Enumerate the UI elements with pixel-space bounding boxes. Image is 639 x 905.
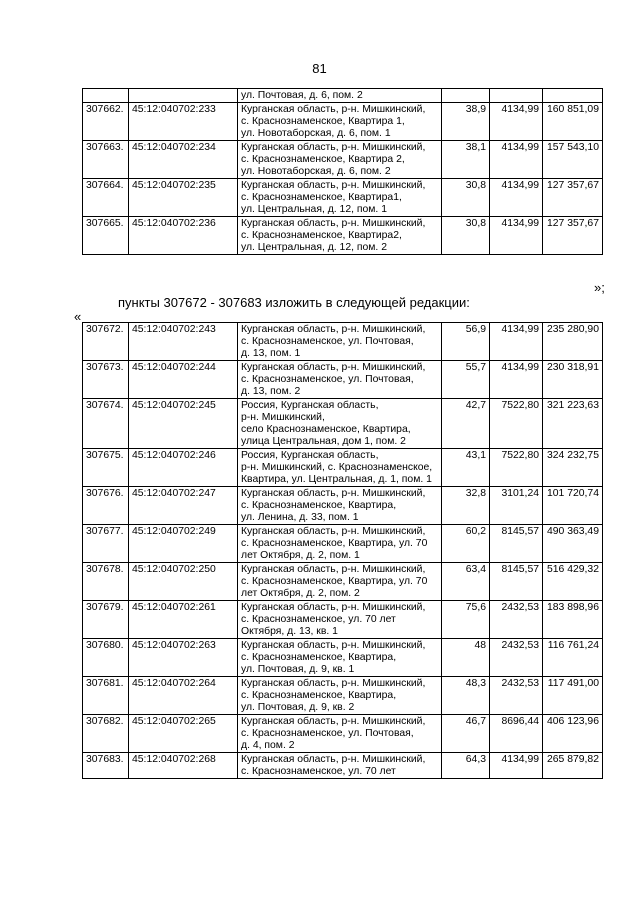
- cadastral-value-cell: 183 898,96: [543, 601, 603, 639]
- area-cell: 56,9: [442, 323, 490, 361]
- address-cell: Россия, Курганская область, р-н. Мишкинский, село Краснознаменское, Квартира, улица Центральная, дом 1, пом. 2: [238, 399, 442, 449]
- table-row: [83, 103, 603, 141]
- record-number-cell: 307679.: [83, 601, 129, 639]
- cadastral-value-cell: 516 429,32: [543, 563, 603, 601]
- area-cell: 48,3: [442, 677, 490, 715]
- table-row: [83, 753, 603, 779]
- cadastral-number-cell: 45:12:040702:250: [129, 563, 238, 601]
- cadastral-number-cell: 45:12:040702:249: [129, 525, 238, 563]
- record-number-cell: 307672.: [83, 323, 129, 361]
- record-number-cell: 307673.: [83, 361, 129, 399]
- record-number-cell: 307663.: [83, 141, 129, 179]
- area-cell: 38,1: [442, 141, 490, 179]
- unit-price-cell: 2432,53: [490, 601, 543, 639]
- record-number-cell: 307683.: [83, 753, 129, 779]
- unit-price-cell: 4134,99: [490, 217, 543, 255]
- cadastral-number-cell: 45:12:040702:245: [129, 399, 238, 449]
- area-cell: 60,2: [442, 525, 490, 563]
- cadastral-value-cell: [543, 89, 603, 103]
- unit-price-cell: 8696,44: [490, 715, 543, 753]
- cadastral-number-cell: 45:12:040702:235: [129, 179, 238, 217]
- table-row: [83, 639, 603, 677]
- cadastral-value-cell: 157 543,10: [543, 141, 603, 179]
- address-cell: Курганская область, р-н. Мишкинский, с. Краснознаменское, ул. 70 лет Октября, д. 13, кв. 1: [238, 601, 442, 639]
- table-row: [83, 601, 603, 639]
- area-cell: 46,7: [442, 715, 490, 753]
- table-row: [83, 361, 603, 399]
- address-cell: Курганская область, р-н. Мишкинский, с. Краснознаменское, Квартира, ул. Почтовая, д. 9, кв. 1: [238, 639, 442, 677]
- opening-quote: «: [74, 309, 82, 324]
- cadastral-number-cell: 45:12:040702:243: [129, 323, 238, 361]
- cadastral-number-cell: 45:12:040702:268: [129, 753, 238, 779]
- cadastral-number-cell: 45:12:040702:234: [129, 141, 238, 179]
- unit-price-cell: 4134,99: [490, 323, 543, 361]
- cadastral-number-cell: 45:12:040702:236: [129, 217, 238, 255]
- table-bottom-body: [83, 323, 603, 779]
- address-cell: Курганская область, р-н. Мишкинский, с. Краснознаменское, ул. 70 лет: [238, 753, 442, 779]
- property-table-bottom: [82, 322, 603, 779]
- unit-price-cell: 2432,53: [490, 639, 543, 677]
- property-table-top: [82, 88, 603, 255]
- cadastral-number-cell: [129, 89, 238, 103]
- unit-price-cell: [490, 89, 543, 103]
- table-row: [83, 179, 603, 217]
- unit-price-cell: 3101,24: [490, 487, 543, 525]
- cadastral-number-cell: 45:12:040702:244: [129, 361, 238, 399]
- cadastral-value-cell: 235 280,90: [543, 323, 603, 361]
- area-cell: 30,8: [442, 217, 490, 255]
- area-cell: [442, 89, 490, 103]
- address-cell: Курганская область, р-н. Мишкинский, с. Краснознаменское, Квартира 2, ул. Новотаборская, д. 6, пом. 2: [238, 141, 442, 179]
- record-number-cell: 307676.: [83, 487, 129, 525]
- table-top-body: [83, 89, 603, 255]
- table-row: [83, 525, 603, 563]
- cadastral-value-cell: 265 879,82: [543, 753, 603, 779]
- address-cell: Россия, Курганская область, р-н. Мишкинский, с. Краснознаменское, Квартира, ул. Центральная, д. 1, пом. 1: [238, 449, 442, 487]
- cadastral-number-cell: 45:12:040702:265: [129, 715, 238, 753]
- record-number-cell: 307675.: [83, 449, 129, 487]
- record-number-cell: 307678.: [83, 563, 129, 601]
- unit-price-cell: 8145,57: [490, 563, 543, 601]
- table-row: [83, 89, 603, 103]
- area-cell: 75,6: [442, 601, 490, 639]
- cadastral-value-cell: 490 363,49: [543, 525, 603, 563]
- record-number-cell: 307681.: [83, 677, 129, 715]
- unit-price-cell: 4134,99: [490, 361, 543, 399]
- table-row: [83, 399, 603, 449]
- amendment-instruction: пункты 307672 - 307683 изложить в следующей редакции:: [118, 295, 470, 310]
- area-cell: 30,8: [442, 179, 490, 217]
- area-cell: 64,3: [442, 753, 490, 779]
- closing-quote: »;: [594, 280, 605, 295]
- table-row: [83, 141, 603, 179]
- unit-price-cell: 7522,80: [490, 399, 543, 449]
- cadastral-number-cell: 45:12:040702:246: [129, 449, 238, 487]
- area-cell: 48: [442, 639, 490, 677]
- record-number-cell: 307664.: [83, 179, 129, 217]
- table-row: [83, 449, 603, 487]
- cadastral-number-cell: 45:12:040702:263: [129, 639, 238, 677]
- cadastral-value-cell: 324 232,75: [543, 449, 603, 487]
- record-number-cell: 307674.: [83, 399, 129, 449]
- cadastral-value-cell: 117 491,00: [543, 677, 603, 715]
- area-cell: 38,9: [442, 103, 490, 141]
- table-row: [83, 217, 603, 255]
- cadastral-value-cell: 127 357,67: [543, 217, 603, 255]
- unit-price-cell: 2432,53: [490, 677, 543, 715]
- table-row: [83, 563, 603, 601]
- address-cell: Курганская область, р-н. Мишкинский, с. Краснознаменское, Квартира 1, ул. Новотаборская, д. 6, пом. 1: [238, 103, 442, 141]
- cadastral-number-cell: 45:12:040702:261: [129, 601, 238, 639]
- address-cell: Курганская область, р-н. Мишкинский, с. Краснознаменское, Квартира, ул. Почтовая, д. 9, кв. 2: [238, 677, 442, 715]
- unit-price-cell: 4134,99: [490, 141, 543, 179]
- area-cell: 32,8: [442, 487, 490, 525]
- record-number-cell: 307677.: [83, 525, 129, 563]
- table-row: [83, 487, 603, 525]
- unit-price-cell: 4134,99: [490, 103, 543, 141]
- address-cell: Курганская область, р-н. Мишкинский, с. Краснознаменское, Квартира, ул. 70 лет Октября, д. 2, пом. 1: [238, 525, 442, 563]
- table-row: [83, 323, 603, 361]
- record-number-cell: 307680.: [83, 639, 129, 677]
- table-row: [83, 715, 603, 753]
- cadastral-number-cell: 45:12:040702:247: [129, 487, 238, 525]
- cadastral-value-cell: 406 123,96: [543, 715, 603, 753]
- record-number-cell: [83, 89, 129, 103]
- area-cell: 55,7: [442, 361, 490, 399]
- address-cell: Курганская область, р-н. Мишкинский, с. Краснознаменское, ул. Почтовая, д. 13, пом. 2: [238, 361, 442, 399]
- cadastral-value-cell: 127 357,67: [543, 179, 603, 217]
- record-number-cell: 307662.: [83, 103, 129, 141]
- area-cell: 43,1: [442, 449, 490, 487]
- cadastral-value-cell: 230 318,91: [543, 361, 603, 399]
- address-cell: Курганская область, р-н. Мишкинский, с. Краснознаменское, Квартира, ул. Ленина, д. 33, пом. 1: [238, 487, 442, 525]
- unit-price-cell: 7522,80: [490, 449, 543, 487]
- unit-price-cell: 8145,57: [490, 525, 543, 563]
- area-cell: 63,4: [442, 563, 490, 601]
- cadastral-number-cell: 45:12:040702:264: [129, 677, 238, 715]
- cadastral-value-cell: 116 761,24: [543, 639, 603, 677]
- address-cell: Курганская область, р-н. Мишкинский, с. Краснознаменское, Квартира1, ул. Центральная, д. 12, пом. 1: [238, 179, 442, 217]
- table-row: [83, 677, 603, 715]
- address-cell: Курганская область, р-н. Мишкинский, с. Краснознаменское, Квартира2, ул. Центральная, д. 12, пом. 2: [238, 217, 442, 255]
- area-cell: 42,7: [442, 399, 490, 449]
- address-cell: Курганская область, р-н. Мишкинский, с. Краснознаменское, ул. Почтовая, д. 13, пом. 1: [238, 323, 442, 361]
- page-number: 81: [312, 61, 327, 76]
- cadastral-value-cell: 160 851,09: [543, 103, 603, 141]
- cadastral-value-cell: 101 720,74: [543, 487, 603, 525]
- record-number-cell: 307665.: [83, 217, 129, 255]
- cadastral-value-cell: 321 223,63: [543, 399, 603, 449]
- address-cell: Курганская область, р-н. Мишкинский, с. Краснознаменское, Квартира, ул. 70 лет Октября, д. 2, пом. 2: [238, 563, 442, 601]
- address-cell: ул. Почтовая, д. 6, пом. 2: [238, 89, 442, 103]
- unit-price-cell: 4134,99: [490, 179, 543, 217]
- cadastral-number-cell: 45:12:040702:233: [129, 103, 238, 141]
- address-cell: Курганская область, р-н. Мишкинский, с. Краснознаменское, ул. Почтовая, д. 4, пом. 2: [238, 715, 442, 753]
- unit-price-cell: 4134,99: [490, 753, 543, 779]
- record-number-cell: 307682.: [83, 715, 129, 753]
